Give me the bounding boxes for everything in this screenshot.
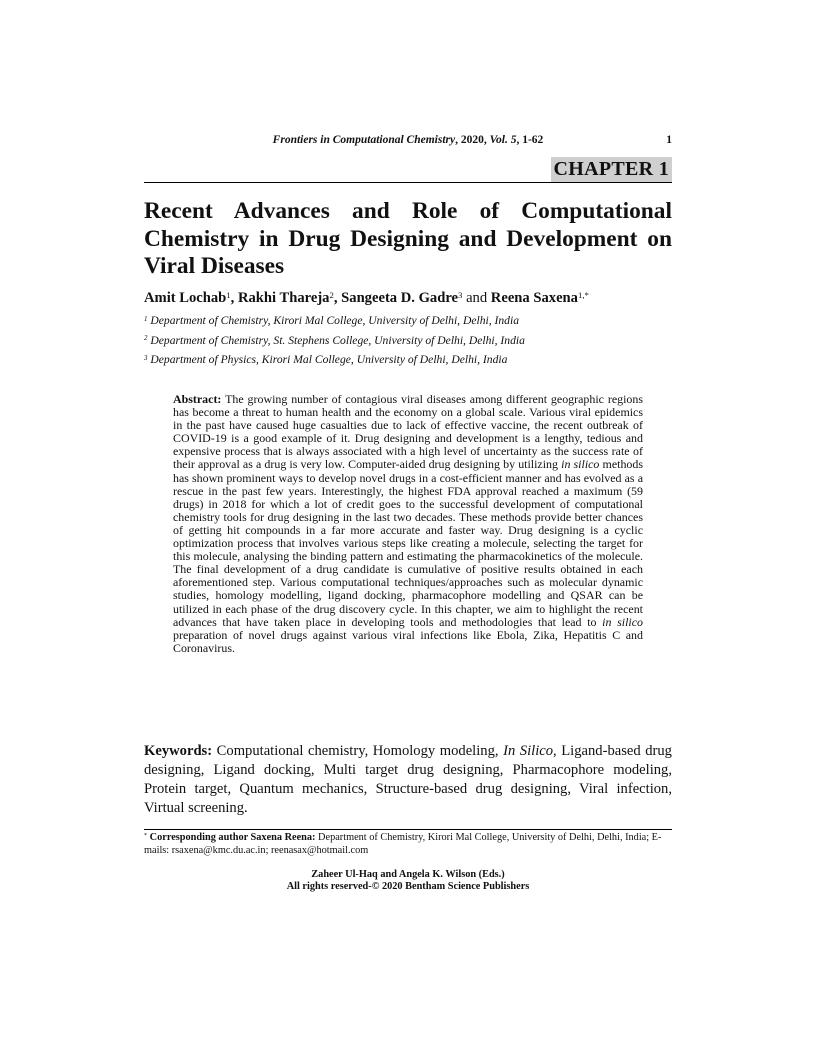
footnote-text: Department of Chemistry, Kirori Mal College, University of Delhi, Delhi, India; E-mails: rsaxena@kmc.du.ac.in; reenasax@hotmail.com [144,832,662,856]
abstract-label: Abstract: [173,392,222,406]
affiliation-mark: 2 [144,334,148,343]
affiliation [144,311,672,331]
chapter-label: CHAPTER 1 [551,157,672,182]
abstract-text: The growing number of contagious viral diseases among different geographic regions has become a threat to human health and the economy on a global scale. Various viral epidemics in the past have caused huge casualties due to lack of effective vaccine, the recent outbreak of COVID-19 is a good example of it. Drug designing and development is a lengthy, tedious and expensive process that is always associated with a high level of uncertainty as the success rate of their approval as a drug is very low. Computer-aided drug designing by utilizing [173,392,643,472]
author-list [144,289,672,307]
journal-volume: Vol. 5 [489,134,517,146]
abstract-text: preparation of novel drugs against various viral infections like Ebola, Zika, Hepatitis C and Coronavirus. [173,627,643,655]
author-separator: , [230,290,238,306]
author-name: Rakhi Thareja [237,290,330,306]
affiliation [144,350,672,370]
keywords-label: Keywords: [144,743,213,759]
title-line: Recent Advances and Role of Computational [144,198,672,224]
journal-name: Frontiers in Computational Chemistry [272,134,456,146]
header-rule [144,182,672,183]
footnote-mark: * [144,831,148,839]
author-name: Sangeeta D. Gadre [341,290,459,306]
keywords [144,742,672,818]
journal-year: , 2020, [455,134,490,146]
abstract-italic: in silico [602,614,643,629]
affiliation-text: Department of Chemistry, St. Stephens College, University of Delhi, Delhi, India [150,333,525,347]
copyright-line: All rights reserved-© 2020 Bentham Science Publishers [286,881,530,892]
footnote [144,832,672,857]
page-number: 1 [666,134,672,146]
affiliation-text: Department of Physics, Kirori Mal College, University of Delhi, Delhi, India [150,353,508,367]
abstract-italic: in silico [561,457,600,472]
journal-citation [144,134,672,146]
publisher-block [144,869,672,893]
keywords-italic: In Silico [503,743,554,759]
author-affil-mark: 3 [458,289,463,300]
author-affil-mark: 1 [226,289,231,300]
title-line: Chemistry in Drug Designing and Development on [144,225,672,252]
author-affil-mark: 1,* [577,289,589,300]
chapter-title [144,198,672,281]
title-line: Viral Diseases [144,253,285,279]
footnote-label: Corresponding author Saxena Reena: [147,832,316,843]
editors-line: Zaheer Ul-Haq and Angela K. Wilson (Eds.) [311,869,505,880]
author-name: Reena Saxena [490,290,578,306]
footnote-rule [144,829,672,830]
author-separator: , [333,290,342,306]
author-separator: and [462,290,491,306]
author-affil-mark: 2 [329,289,334,300]
journal-pages: , 1-62 [516,134,544,146]
affiliation-text: Department of Chemistry, Kirori Mal College, University of Delhi, Delhi, India [150,314,519,327]
abstract-text: methods has shown prominent ways to develop novel drugs in a cost-efficient manner and has evolved as a rescue in the past few years. Interestingly, the highest FDA approval reached a maximum (59 drugs) in 2018 for which a lot of credit goes to the successful development of computational chemistry tools for drug designing in the last two decades. These methods provide better chances of getting hit compounds in a far more accurate and faster way. Drug designing is a cyclic optimization process that involves various steps like creating a molecule, selecting the target for this molecule, analysing the binding pattern and estimating the pharmacokinetics of the molecule. The final development of a drug candidate is cumulative of positive results obtained in each aforementioned step. Various computational techniques/approaches such as molecular dynamic studies, homology modelling, ligand docking, pharmacophore modelling and QSAR can be utilized in each phase of the drug discovery cycle. In this chapter, we aim to highlight the recent advances that have taken place in developing tools and methodologies that lead to [173,457,643,629]
author-name: Amit Lochab [144,290,227,306]
keywords-text: Computational chemistry, Homology modeling, [212,743,504,759]
keywords-text: , Ligand-based drug designing, Ligand docking, Multi target drug designing, Pharmacophore modeling, Protein target, Quantum mechanics, Structure-based drug designing, Viral infection, Virtual screening. [144,743,672,817]
abstract [173,393,643,655]
affiliation [144,331,672,351]
affiliation-list [144,311,672,370]
affiliation-mark: 1 [144,314,148,323]
affiliation-mark: 3 [144,353,148,362]
running-head [144,134,672,150]
